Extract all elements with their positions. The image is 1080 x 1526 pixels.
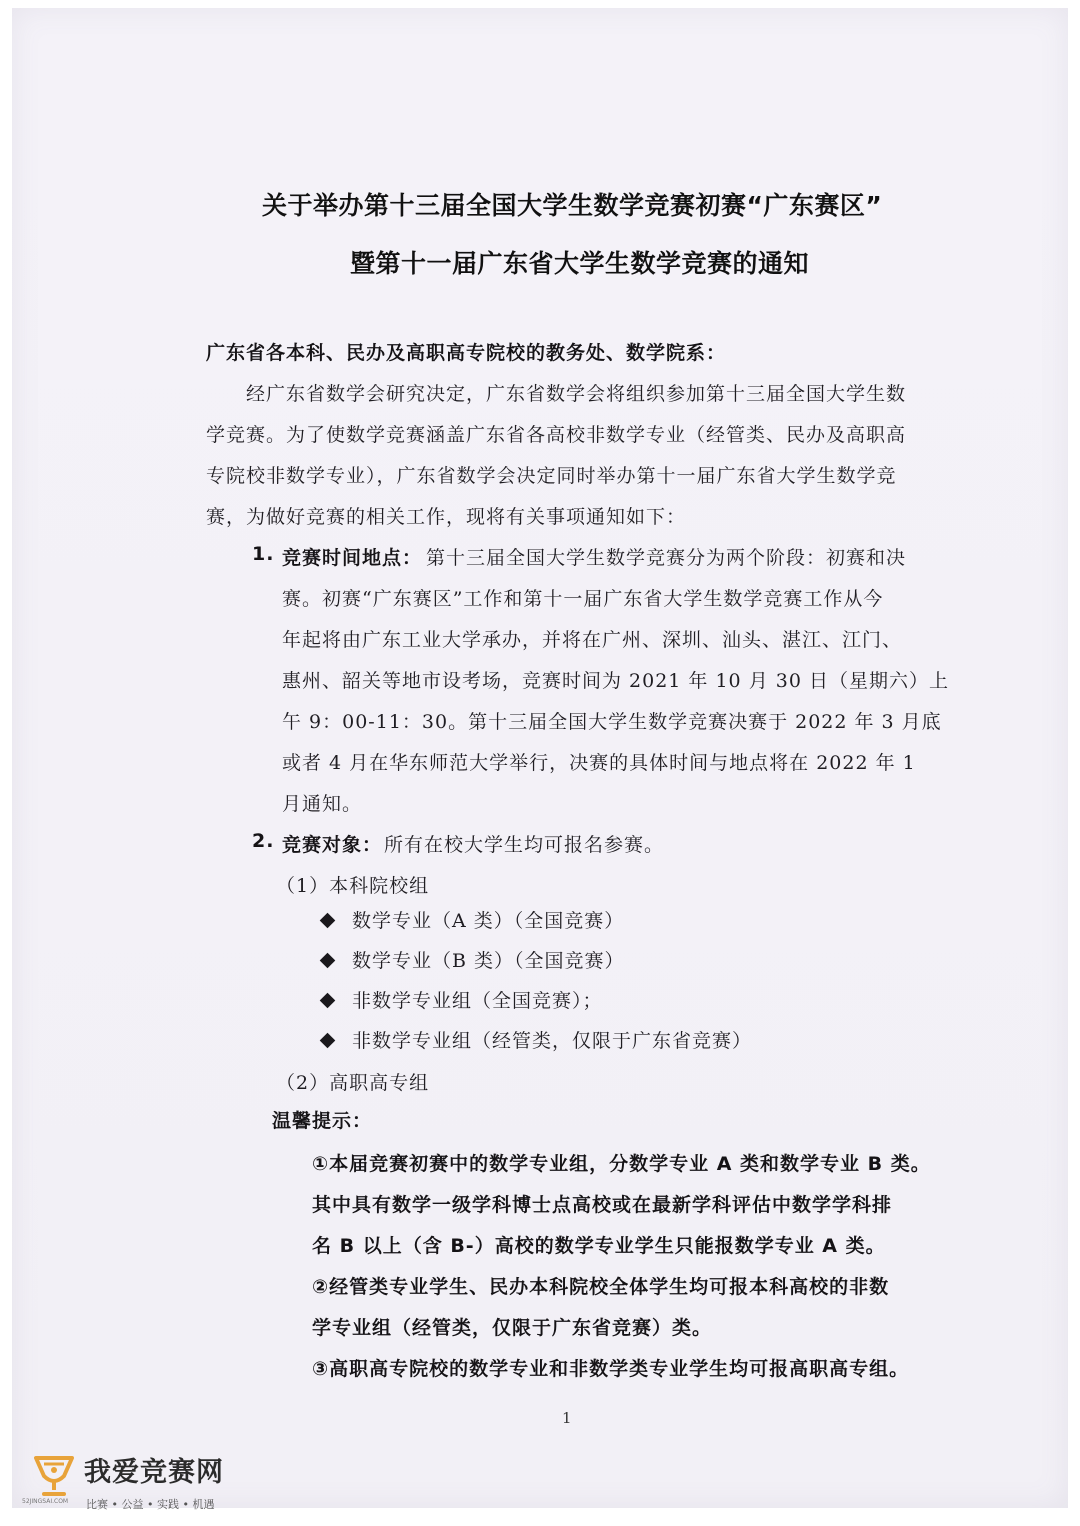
group-1-bullet: 数学专业（A 类）（全国竞赛） [352, 910, 625, 932]
item-1-line: 惠州、韶关等地市设考场，竞赛时间为 2021 年 10 月 30 日（星期六）上 [282, 670, 949, 692]
reminder-line: ②经管类专业学生、民办本科院校全体学生均可报本科高校的非数 [312, 1276, 890, 1298]
group-2-label: （2）高职高专组 [276, 1072, 430, 1094]
document-title-line-1: 关于举办第十三届全国大学生数学竞赛初赛“广东赛区” [262, 191, 883, 220]
document-title-line-2: 暨第十一届广东省大学生数学竞赛的通知 [350, 249, 810, 278]
intro-line: 专院校非数学专业），广东省数学会决定同时举办第十一届广东省大学生数学竞 [206, 465, 897, 487]
page-number: 1 [562, 1409, 572, 1427]
reminder-heading: 温馨提示： [272, 1110, 373, 1132]
item-1-text: 第十三届全国大学生数学竞赛分为两个阶段：初赛和决 [426, 547, 907, 569]
watermark-tagline: 比赛 • 公益 • 实践 • 机遇 [86, 1498, 215, 1511]
intro-line: 经广东省数学会研究决定，广东省数学会将组织参加第十三届全国大学生数 [246, 383, 907, 405]
reminder-line: 其中具有数学一级学科博士点高校或在最新学科评估中数学学科排 [312, 1194, 893, 1216]
reminder-line: 名 B 以上（含 B-）高校的数学专业学生只能报数学专业 A 类。 [312, 1235, 886, 1257]
trophy-cup-icon [28, 1452, 80, 1498]
item-1-heading: 竞赛时间地点： [282, 547, 423, 569]
group-1-bullet: 非数学专业组（全国竞赛）； [352, 990, 603, 1012]
watermark-domain: 52JINGSAI.COM [22, 1498, 69, 1505]
intro-line: 学竞赛。为了使数学竞赛涵盖广东省各高校非数学专业（经管类、民办及高职高 [206, 424, 907, 446]
item-1-line: 午 9：00-11：30。第十三届全国大学生数学竞赛决赛于 2022 年 3 月底 [282, 711, 942, 733]
item-2-heading: 竞赛对象： [282, 834, 383, 856]
item-1-line: 年起将由广东工业大学承办，并将在广州、深圳、汕头、湛江、江门、 [282, 629, 903, 651]
group-1-bullet: 非数学专业组（经管类，仅限于广东省竞赛） [352, 1030, 753, 1052]
item-1-number: 1. [252, 543, 275, 565]
item-1-line: 赛。初赛“广东赛区”工作和第十一届广东省大学生数学竞赛工作从今 [282, 588, 884, 610]
item-1-line: 或者 4 月在华东师范大学举行，决赛的具体时间与地点将在 2022 年 1 [282, 752, 916, 774]
watermark-brand: 我爱竞赛网 [84, 1457, 224, 1488]
item-2-text: 所有在校大学生均可报名参赛。 [384, 834, 665, 856]
group-1-bullet: 数学专业（B 类）（全国竞赛） [352, 950, 625, 972]
item-2-number: 2. [252, 830, 275, 852]
reminder-line: ①本届竞赛初赛中的数学专业组，分数学专业 A 类和数学专业 B 类。 [312, 1153, 931, 1175]
reminder-line: ③高职高专院校的数学专业和非数学类专业学生均可报高职高专组。 [312, 1358, 910, 1380]
salutation: 广东省各本科、民办及高职高专院校的教务处、数学院系： [206, 342, 727, 364]
item-1-line: 月通知。 [282, 793, 363, 815]
intro-line: 赛，为做好竞赛的相关工作，现将有关事项通知如下： [206, 506, 687, 528]
reminder-line: 学专业组（经管类，仅限于广东省竞赛）类。 [312, 1317, 713, 1339]
group-1-label: （1）本科院校组 [276, 875, 430, 897]
